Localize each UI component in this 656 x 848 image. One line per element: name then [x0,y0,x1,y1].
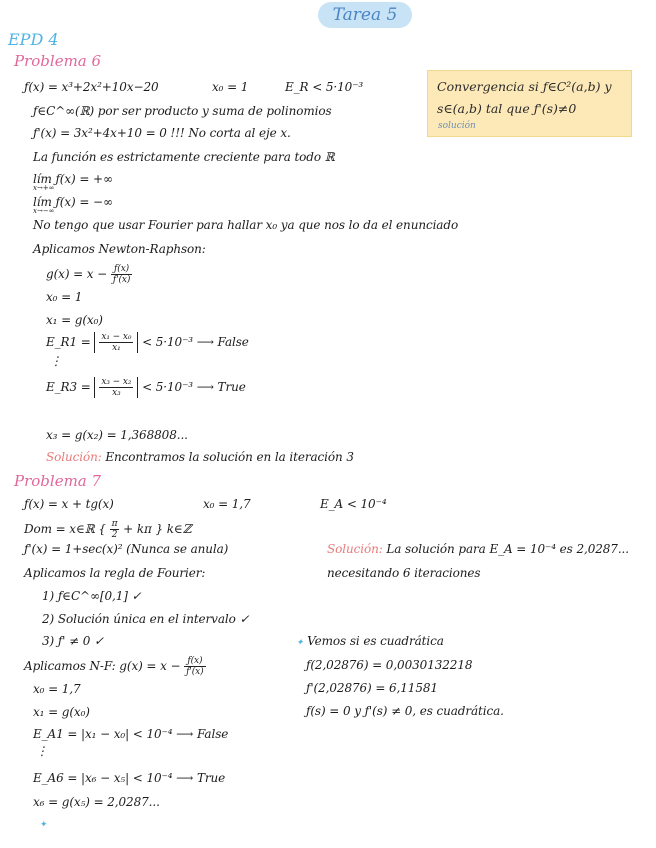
p6-solution-label: Solución: [46,450,102,464]
p6-vdots: ⋮ [50,354,62,368]
p7-domain [24,519,191,540]
p7-quadratic-f: ƒ(2,02876) = 0,0030132218 [306,658,473,672]
p7-condition-1: 1) ƒ∈C^∞[0,1] ✓ [42,589,142,603]
p7-domain-lhs: Dom = x∈ℝ { [24,522,106,536]
p7-ea1: E_A1 = |x₁ − x₀| < 10⁻⁴ ⟶ False [33,727,229,741]
p7-fourier-title: Aplicamos la regla de Fourier: [24,566,206,580]
p6-g-den: ƒ'(x) [112,275,131,285]
p6-newton-title: Aplicamos Newton-Raphson: [33,242,206,256]
p6-er1-rhs: < 5·10⁻³ ⟶ False [142,335,249,349]
p7-nf-den: ƒ'(x) [186,667,204,677]
page-title [318,2,412,28]
p6-error: E_R < 5·10⁻³ [285,80,364,94]
p6-fourier-note: No tengo que usar Fourier para hallar x₀ ya que nos lo da el enunciado [33,218,459,232]
p6-limit-minus-sub: x→−∞ [33,207,55,215]
p7-quadratic-conclusion: ƒ(s) = 0 y ƒ'(s) ≠ 0, es cuadrática. [306,704,504,718]
p6-limit-plus-text: lím ƒ(x) = +∞ [33,172,113,186]
p6-g-formula [46,264,132,285]
p7-derivative: ƒ'(x) = 1+sec(x)² (Nunca se anula) [24,542,229,556]
p7-domain-rhs: + kπ } k∈ℤ [123,522,192,536]
p7-domain-frac [110,519,120,540]
p7-solution-text-1: La solución para E_A = 10⁻⁴ es 2,0287... [386,542,629,556]
p6-limit-minus-text: lím ƒ(x) = −∞ [33,195,113,209]
p7-domain-num: π [111,519,118,529]
p7-x6-result: x₆ = g(x₅) = 2,0287... [33,795,160,809]
section-title: EPD 4 [8,30,59,49]
p7-iter-x0: x₀ = 1,7 [33,682,81,696]
p6-solution [46,450,354,464]
p7-vdots: ⋮ [36,744,48,758]
p6-er3 [46,377,246,398]
note-line-1: Convergencia si ƒ∈C²(a,b) y [437,79,612,94]
p6-increasing: La función es estrictamente creciente para todo ℝ [33,150,335,164]
p6-er1-num: x₁ − x₀ [101,332,132,342]
p6-g-lhs: g(x) = x − [46,267,108,281]
p7-iter-x1: x₁ = g(x₀) [33,705,90,719]
problem-6-title: Problema 6 [14,52,102,70]
p7-nf-formula [24,656,206,677]
p7-nf-lhs: Aplicamos N-F: [24,659,116,673]
p6-er1-lhs: E_R1 = [46,335,91,349]
p7-solution-label: Solución: [327,542,383,556]
p7-ea6: E_A6 = |x₆ − x₅| < 10⁻⁴ ⟶ True [33,771,226,785]
bullet-star-icon: ✦ [40,820,48,830]
p7-function: ƒ(x) = x + tg(x) [24,497,114,511]
p6-solution-text: Encontramos la solución en la iteración 3 [105,450,354,464]
p6-er3-frac [99,377,133,398]
p7-domain-den: 2 [111,530,118,540]
bullet-star-icon: ✦ [296,638,304,648]
p6-er3-num: x₃ − x₂ [101,377,132,387]
p7-solution [327,542,629,556]
p6-limit-plus-sub: x→+∞ [33,184,55,192]
p6-er1 [46,332,249,353]
p6-function: ƒ(x) = x³+2x²+10x−20 [24,80,159,94]
p7-quadratic-fprime: ƒ'(2,02876) = 6,11581 [306,681,438,695]
p6-derivative: ƒ'(x) = 3x²+4x+10 = 0 !!! No corta al eje x. [33,126,291,140]
p6-er1-frac [99,332,133,353]
p7-quadratic-title-text: Vemos si es cuadrática [307,634,444,648]
p6-er1-abs [94,332,138,353]
p6-er3-rhs: < 5·10⁻³ ⟶ True [142,380,246,394]
problem-7-title: Problema 7 [14,472,102,490]
p6-g-fraction [111,264,132,285]
p7-nf-frac [184,656,205,677]
p6-er1-den: x₁ [112,343,121,353]
p6-er3-lhs: E_R3 = [46,380,91,394]
p6-continuity: ƒ∈C^∞(ℝ) por ser producto y suma de polinomios [33,104,332,118]
p7-solution-line-2: necesitando 6 iteraciones [327,566,481,580]
p7-nf-g: g(x) = x − [119,659,181,673]
p6-g-num: ƒ(x) [111,264,132,275]
convergence-note [427,70,632,137]
p6-iter-x0: x₀ = 1 [46,290,83,304]
p6-x0: x₀ = 1 [212,80,249,94]
p6-iter-x1: x₁ = g(x₀) [46,313,103,327]
note-solution-label: solución [438,121,476,131]
p7-error: E_A < 10⁻⁴ [320,497,387,511]
p7-nf-num: ƒ(x) [184,656,205,667]
p7-x0: x₀ = 1,7 [203,497,251,511]
page-title-text: Tarea 5 [332,5,398,25]
p6-x3-result: x₃ = g(x₂) = 1,368808... [46,428,188,442]
p6-er3-abs [94,377,138,398]
p7-condition-3: 3) ƒ' ≠ 0 ✓ [42,634,104,648]
p7-quadratic-title [296,634,444,648]
p6-er3-den: x₃ [112,388,121,398]
note-line-2: s∈(a,b) tal que ƒ'(s)≠0 [437,101,577,116]
p7-condition-2: 2) Solución única en el intervalo ✓ [42,612,250,626]
